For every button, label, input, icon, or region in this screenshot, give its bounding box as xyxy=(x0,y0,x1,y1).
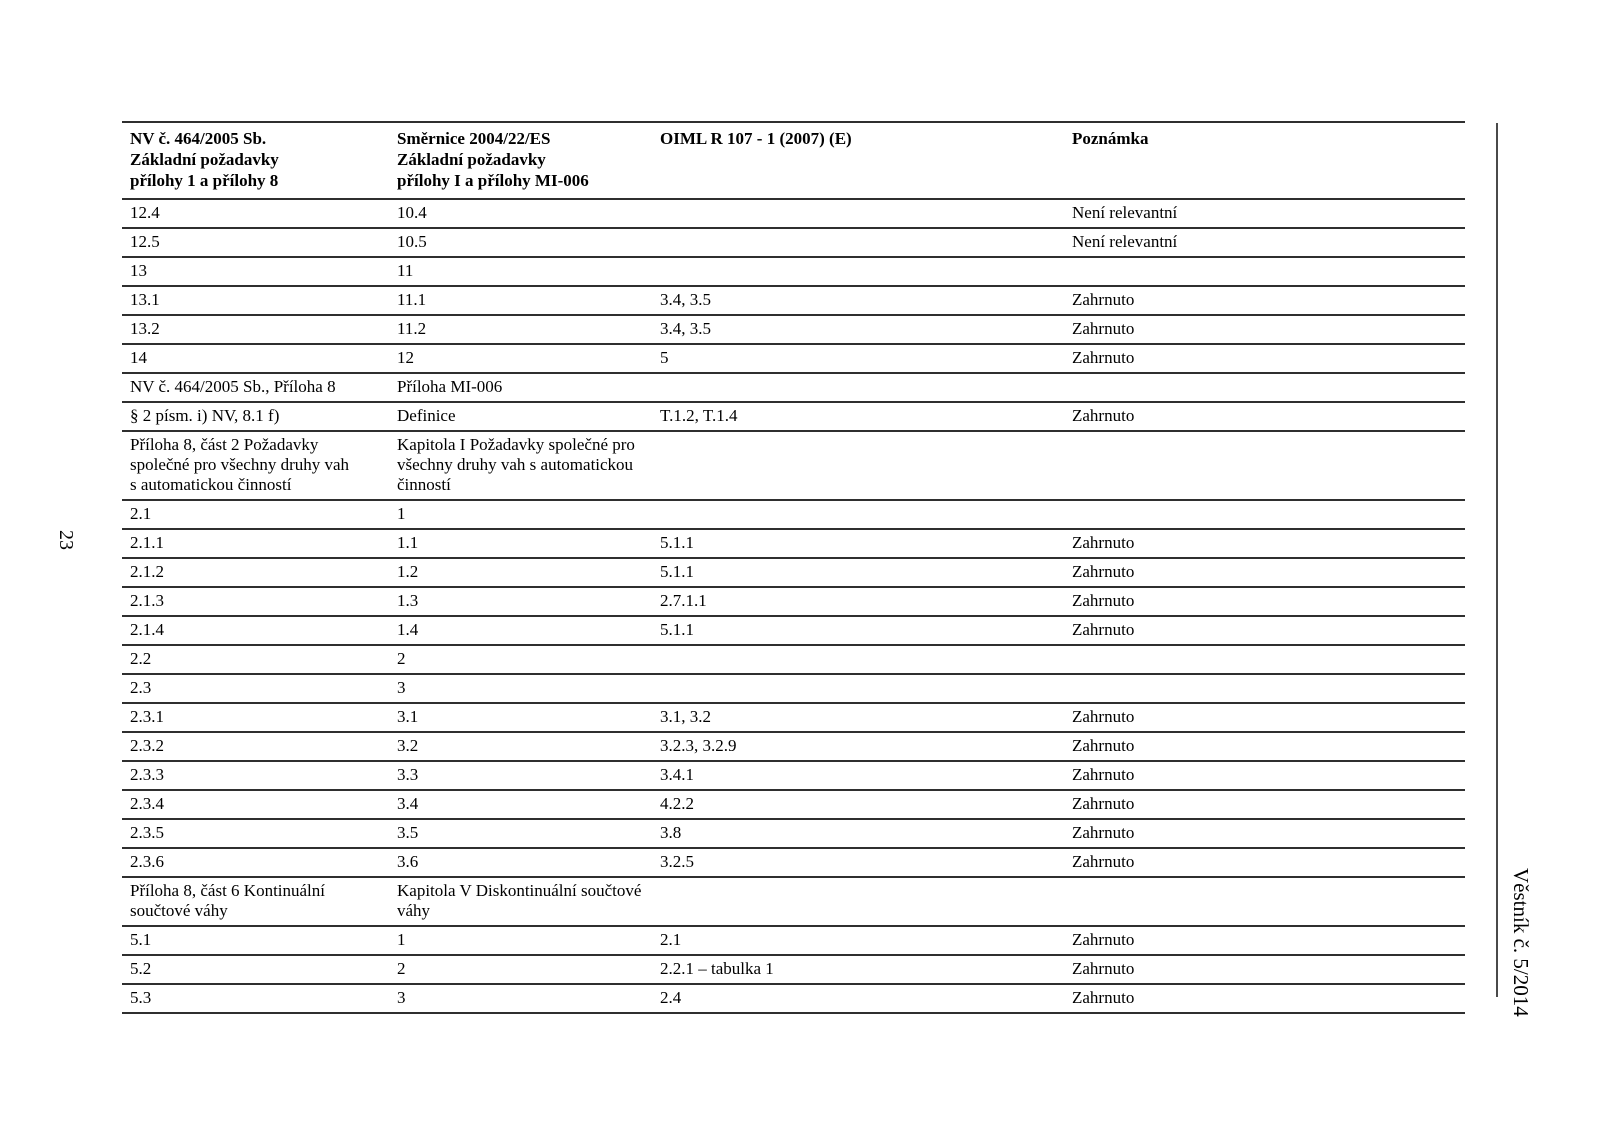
table-cell: 2.3.4 xyxy=(122,790,389,819)
table-cell: 3.1, 3.2 xyxy=(652,703,1064,732)
table-row xyxy=(122,955,1465,984)
table-cell: Zahrnuto xyxy=(1064,926,1465,955)
table-cell: 5.3 xyxy=(122,984,389,1013)
table-header-row xyxy=(122,122,1465,199)
table-cell xyxy=(1064,500,1465,529)
table-row xyxy=(122,228,1465,257)
table-row xyxy=(122,848,1465,877)
table-cell: 4.2.2 xyxy=(652,790,1064,819)
gazette-title-rotated: Věstník č. 5/2014 xyxy=(1509,868,1533,1017)
table-row xyxy=(122,587,1465,616)
table-cell: 1.2 xyxy=(389,558,652,587)
table-cell xyxy=(652,373,1064,402)
table-row xyxy=(122,703,1465,732)
table-cell: Zahrnuto xyxy=(1064,984,1465,1013)
table-cell: Kapitola V Diskontinuální součtové váhy xyxy=(389,877,652,926)
table-cell: 10.5 xyxy=(389,228,652,257)
table-cell xyxy=(1064,674,1465,703)
table-cell: Zahrnuto xyxy=(1064,315,1465,344)
table-cell: 1.1 xyxy=(389,529,652,558)
table-row xyxy=(122,616,1465,645)
table-cell: Příloha 8, část 6 Kontinuální součtové váhy xyxy=(122,877,389,926)
table-row xyxy=(122,761,1465,790)
table-cell: 2.3.6 xyxy=(122,848,389,877)
column-header: NV č. 464/2005 Sb. Základní požadavky přílohy 1 a přílohy 8 xyxy=(122,122,389,199)
table-cell: 1 xyxy=(389,500,652,529)
table-row xyxy=(122,257,1465,286)
table-cell: Zahrnuto xyxy=(1064,616,1465,645)
table-row xyxy=(122,529,1465,558)
table-cell: 2.3.1 xyxy=(122,703,389,732)
table-cell: 3.4.1 xyxy=(652,761,1064,790)
table-cell: 11.1 xyxy=(389,286,652,315)
table-cell: 3.2.3, 3.2.9 xyxy=(652,732,1064,761)
table-cell: 3 xyxy=(389,674,652,703)
table-row xyxy=(122,315,1465,344)
table-row xyxy=(122,926,1465,955)
table-cell: 3.4, 3.5 xyxy=(652,315,1064,344)
table-cell: Zahrnuto xyxy=(1064,819,1465,848)
table-cell xyxy=(652,199,1064,228)
table-cell xyxy=(652,228,1064,257)
table-cell: 5.1.1 xyxy=(652,529,1064,558)
table-cell: Zahrnuto xyxy=(1064,761,1465,790)
requirements-mapping-table xyxy=(122,121,1465,1014)
table-row xyxy=(122,645,1465,674)
table-cell: NV č. 464/2005 Sb., Příloha 8 xyxy=(122,373,389,402)
table-cell: 5.2 xyxy=(122,955,389,984)
table-cell: 3 xyxy=(389,984,652,1013)
table-cell xyxy=(652,257,1064,286)
table-cell: 13.2 xyxy=(122,315,389,344)
table-cell: 2.2.1 – tabulka 1 xyxy=(652,955,1064,984)
table-cell: 2.1.2 xyxy=(122,558,389,587)
table-cell: Zahrnuto xyxy=(1064,732,1465,761)
table-cell: 11 xyxy=(389,257,652,286)
table-row xyxy=(122,984,1465,1013)
table-cell: 11.2 xyxy=(389,315,652,344)
table-cell xyxy=(652,645,1064,674)
table-cell: 14 xyxy=(122,344,389,373)
table-cell: Příloha 8, část 2 Požadavky společné pro všechny druhy vah s automatickou činností xyxy=(122,431,389,500)
table-cell: 12.5 xyxy=(122,228,389,257)
column-header: Poznámka xyxy=(1064,122,1465,199)
table-cell: 2.2 xyxy=(122,645,389,674)
table-cell: 3.4, 3.5 xyxy=(652,286,1064,315)
table-cell: 2 xyxy=(389,645,652,674)
table-row xyxy=(122,199,1465,228)
table-cell: 10.4 xyxy=(389,199,652,228)
table-cell: 2.3.3 xyxy=(122,761,389,790)
table-row xyxy=(122,373,1465,402)
table-cell: Zahrnuto xyxy=(1064,703,1465,732)
table-cell xyxy=(1064,877,1465,926)
table-row xyxy=(122,732,1465,761)
column-header: OIML R 107 - 1 (2007) (E) xyxy=(652,122,1064,199)
table-cell: 5 xyxy=(652,344,1064,373)
table-cell: 3.5 xyxy=(389,819,652,848)
table-cell: Zahrnuto xyxy=(1064,344,1465,373)
table-row xyxy=(122,674,1465,703)
table-cell: 2.1.3 xyxy=(122,587,389,616)
table-cell: 2.3 xyxy=(122,674,389,703)
table-cell: Zahrnuto xyxy=(1064,558,1465,587)
table-cell: 1.3 xyxy=(389,587,652,616)
table-row xyxy=(122,790,1465,819)
table-cell: Kapitola I Požadavky společné pro všechny druhy vah s automatickou činností xyxy=(389,431,652,500)
table-cell: 2.1.4 xyxy=(122,616,389,645)
table-cell: 5.1.1 xyxy=(652,558,1064,587)
table-cell xyxy=(652,500,1064,529)
table-cell: 12 xyxy=(389,344,652,373)
table-cell: 1 xyxy=(389,926,652,955)
table-cell: 5.1.1 xyxy=(652,616,1064,645)
table-row xyxy=(122,402,1465,431)
table-cell: 2.3.5 xyxy=(122,819,389,848)
table-cell: 5.1 xyxy=(122,926,389,955)
table-cell: 3.4 xyxy=(389,790,652,819)
table-cell: 3.2.5 xyxy=(652,848,1064,877)
table-cell xyxy=(652,877,1064,926)
table-cell: 12.4 xyxy=(122,199,389,228)
table-cell: Zahrnuto xyxy=(1064,848,1465,877)
table-cell xyxy=(652,431,1064,500)
table-cell: 2.1 xyxy=(122,500,389,529)
table-row xyxy=(122,500,1465,529)
table-cell: Není relevantní xyxy=(1064,199,1465,228)
table-cell: 2.1.1 xyxy=(122,529,389,558)
table-cell: 3.3 xyxy=(389,761,652,790)
table-cell: 1.4 xyxy=(389,616,652,645)
table-cell: 2.7.1.1 xyxy=(652,587,1064,616)
table-cell: Zahrnuto xyxy=(1064,286,1465,315)
table-row xyxy=(122,558,1465,587)
table-cell: 13 xyxy=(122,257,389,286)
table-cell: 3.1 xyxy=(389,703,652,732)
table-cell xyxy=(1064,373,1465,402)
table-row xyxy=(122,286,1465,315)
page-number-rotated: 23 xyxy=(55,530,77,550)
table-cell: T.1.2, T.1.4 xyxy=(652,402,1064,431)
table-cell: Definice xyxy=(389,402,652,431)
table-cell: Zahrnuto xyxy=(1064,402,1465,431)
table-cell: 2 xyxy=(389,955,652,984)
table-cell: 3.6 xyxy=(389,848,652,877)
table-cell: Zahrnuto xyxy=(1064,587,1465,616)
table-cell: 2.1 xyxy=(652,926,1064,955)
table-cell xyxy=(1064,431,1465,500)
column-header: Směrnice 2004/22/ES Základní požadavky přílohy I a přílohy MI-006 xyxy=(389,122,652,199)
table-row xyxy=(122,877,1465,926)
table-cell: Zahrnuto xyxy=(1064,529,1465,558)
table-cell: 3.2 xyxy=(389,732,652,761)
table-cell: Příloha MI-006 xyxy=(389,373,652,402)
table-cell: 2.4 xyxy=(652,984,1064,1013)
table-cell: 3.8 xyxy=(652,819,1064,848)
right-margin-rule xyxy=(1496,123,1498,997)
table-cell: Není relevantní xyxy=(1064,228,1465,257)
table-cell xyxy=(1064,645,1465,674)
table-row xyxy=(122,344,1465,373)
table-cell: 13.1 xyxy=(122,286,389,315)
table-cell: Zahrnuto xyxy=(1064,790,1465,819)
table-cell: 2.3.2 xyxy=(122,732,389,761)
table-row xyxy=(122,819,1465,848)
table-cell: § 2 písm. i) NV, 8.1 f) xyxy=(122,402,389,431)
table-cell xyxy=(1064,257,1465,286)
table-cell: Zahrnuto xyxy=(1064,955,1465,984)
table-cell xyxy=(652,674,1064,703)
table-row xyxy=(122,431,1465,500)
